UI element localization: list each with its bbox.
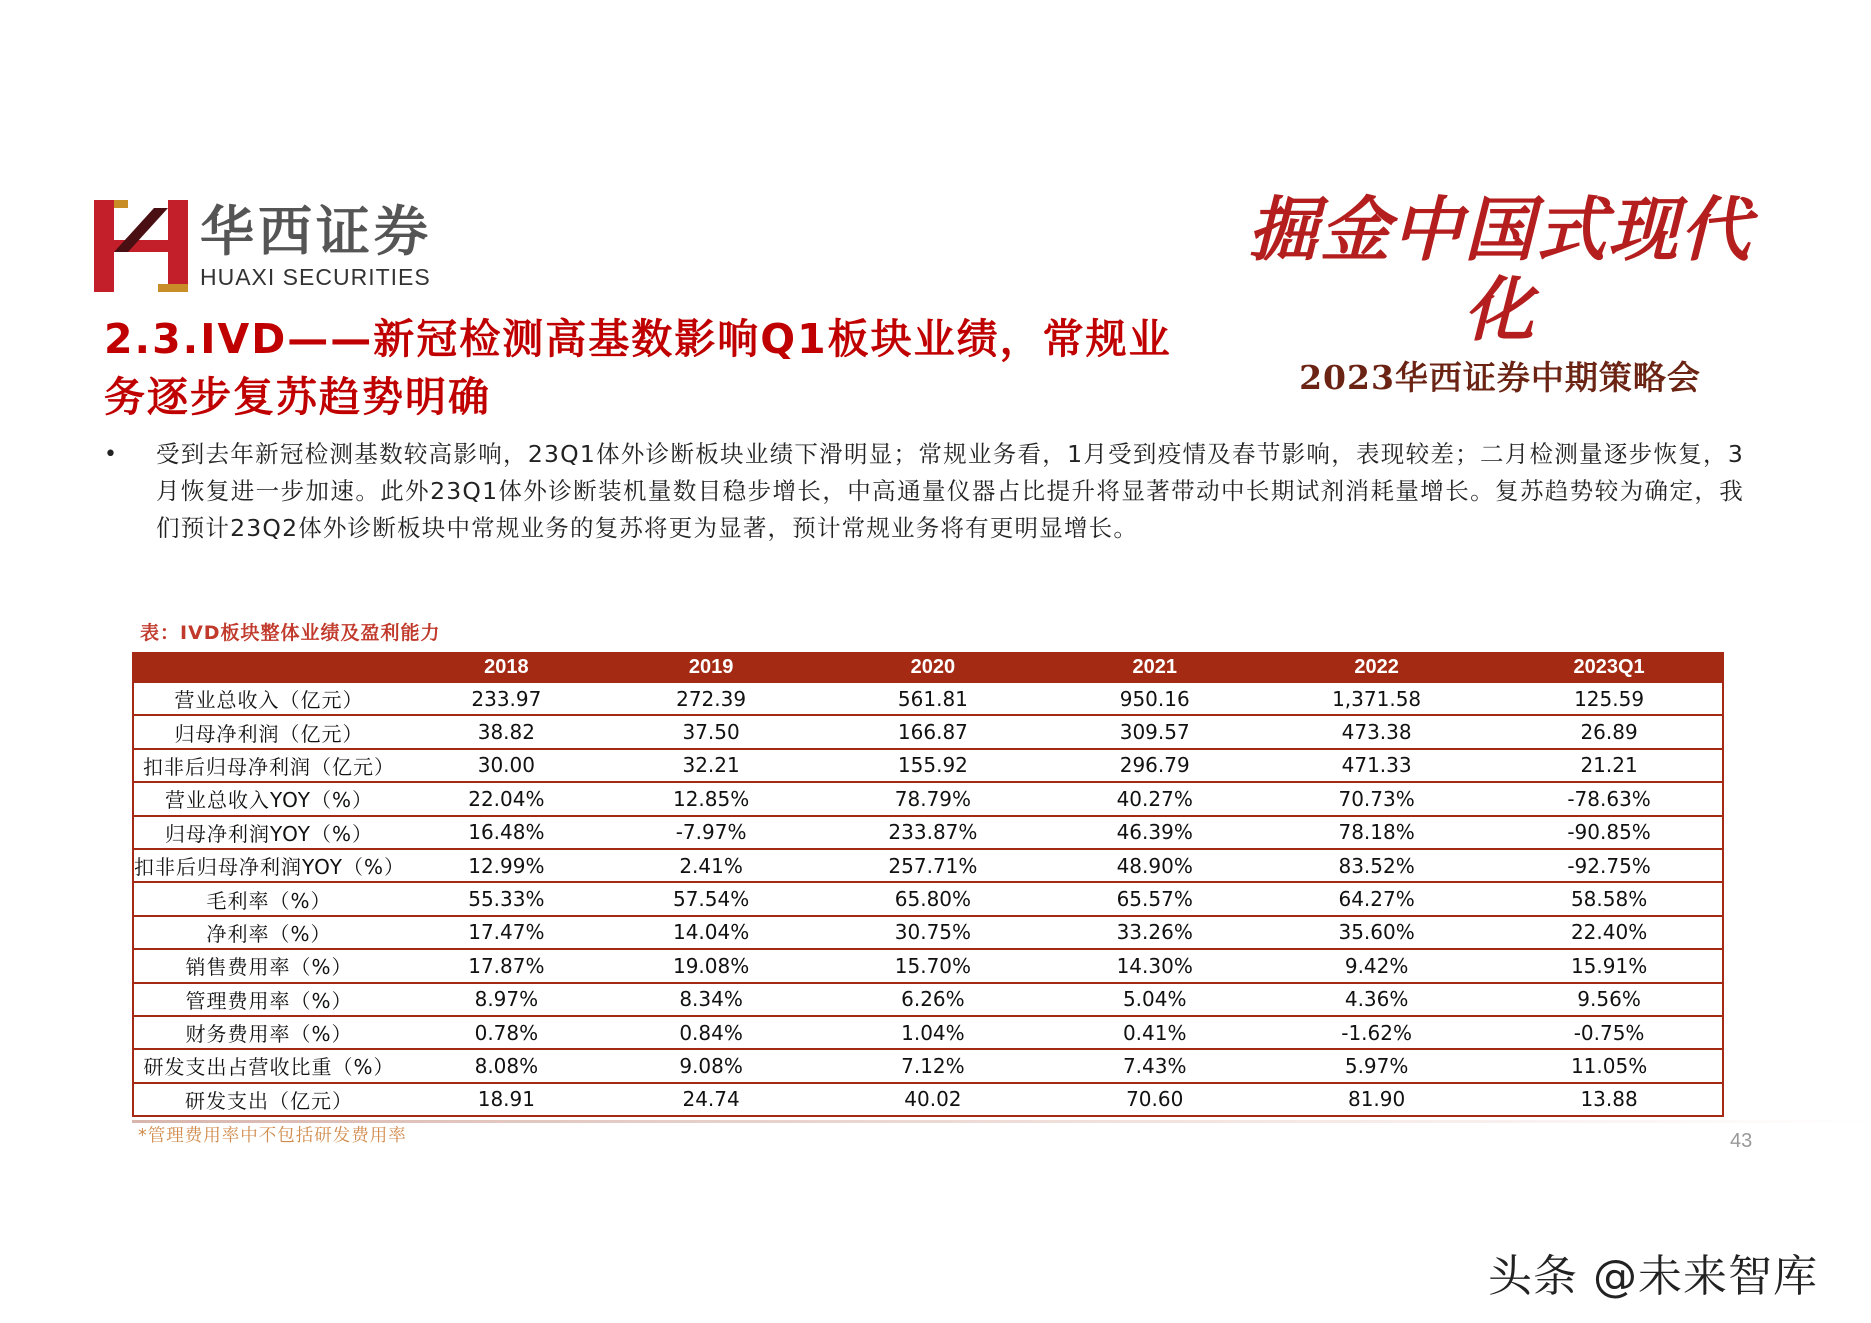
bullet-paragraph: [104, 436, 1744, 547]
value-cell: 19.08%: [609, 949, 814, 982]
value-cell: 14.04%: [609, 916, 814, 949]
value-cell: 24.74: [609, 1083, 814, 1116]
table-body: [133, 683, 1723, 1116]
value-cell: 70.60: [1052, 1083, 1257, 1116]
value-cell: 296.79: [1052, 749, 1257, 782]
value-cell: 155.92: [813, 749, 1052, 782]
value-cell: 9.56%: [1496, 983, 1723, 1016]
value-cell: 48.90%: [1052, 849, 1257, 882]
row-label-cell: 研发支出（亿元）: [133, 1083, 404, 1116]
value-cell: 26.89: [1496, 715, 1723, 748]
value-cell: 64.27%: [1257, 882, 1496, 915]
value-cell: 6.26%: [813, 983, 1052, 1016]
header-cell: 2023Q1: [1496, 652, 1723, 683]
bullet-text: 受到去年新冠检测基数较高影响，23Q1体外诊断板块业绩下滑明显；常规业务看，1月受到疫情及春节影响，表现较差；二月检测量逐步恢复，3月恢复进一步加速。此外23Q1体外诊断装机量数目稳步增长，中高通量仪器占比提升将显著带动中长期试剂消耗量增长。复苏趋势较为确定，我们预计23Q2体外诊断板块中常规业务的复苏将更为显著，预计常规业务将有更明显增长。: [156, 440, 1744, 542]
table-row: [133, 849, 1723, 882]
value-cell: 78.79%: [813, 782, 1052, 815]
value-cell: 12.99%: [404, 849, 609, 882]
row-label-cell: 扣非后归母净利润YOY（%）: [133, 849, 404, 882]
value-cell: 7.43%: [1052, 1049, 1257, 1082]
value-cell: 16.48%: [404, 816, 609, 849]
value-cell: 22.40%: [1496, 916, 1723, 949]
table-row: [133, 1016, 1723, 1049]
company-logo: [94, 200, 432, 292]
value-cell: -92.75%: [1496, 849, 1723, 882]
value-cell: 8.34%: [609, 983, 814, 1016]
value-cell: 30.00: [404, 749, 609, 782]
value-cell: 1,371.58: [1257, 683, 1496, 715]
row-label-cell: 扣非后归母净利润（亿元）: [133, 749, 404, 782]
logo-name-en: HUAXI SECURITIES: [200, 263, 431, 290]
value-cell: 125.59: [1496, 683, 1723, 715]
value-cell: 30.75%: [813, 916, 1052, 949]
value-cell: -7.97%: [609, 816, 814, 849]
row-label-cell: 归母净利润YOY（%）: [133, 816, 404, 849]
value-cell: 0.41%: [1052, 1016, 1257, 1049]
table-row: [133, 916, 1723, 949]
value-cell: 5.04%: [1052, 983, 1257, 1016]
value-cell: 13.88: [1496, 1083, 1723, 1116]
value-cell: 58.58%: [1496, 882, 1723, 915]
page-title: 2.3.IVD——新冠检测高基数影响Q1板块业绩，常规业务逐步复苏趋势明确: [104, 315, 1172, 421]
value-cell: 473.38: [1257, 715, 1496, 748]
value-cell: 70.73%: [1257, 782, 1496, 815]
value-cell: 950.16: [1052, 683, 1257, 715]
table-row: [133, 949, 1723, 982]
performance-table: [132, 652, 1724, 1117]
page-number: 43: [1730, 1130, 1753, 1152]
value-cell: 17.47%: [404, 916, 609, 949]
value-cell: 9.08%: [609, 1049, 814, 1082]
value-cell: 14.30%: [1052, 949, 1257, 982]
value-cell: 4.36%: [1257, 983, 1496, 1016]
value-cell: 83.52%: [1257, 849, 1496, 882]
value-cell: 15.70%: [813, 949, 1052, 982]
value-cell: 309.57: [1052, 715, 1257, 748]
value-cell: 233.97: [404, 683, 609, 715]
value-cell: 8.97%: [404, 983, 609, 1016]
value-cell: 1.04%: [813, 1016, 1052, 1049]
value-cell: 0.78%: [404, 1016, 609, 1049]
value-cell: 46.39%: [1052, 816, 1257, 849]
huaxi-logo-icon: [94, 200, 188, 292]
value-cell: 5.97%: [1257, 1049, 1496, 1082]
value-cell: -0.75%: [1496, 1016, 1723, 1049]
value-cell: -1.62%: [1257, 1016, 1496, 1049]
logo-name-cn: 华西证券: [200, 199, 432, 263]
row-label-cell: 净利率（%）: [133, 916, 404, 949]
row-label-cell: 归母净利润（亿元）: [133, 715, 404, 748]
value-cell: 65.57%: [1052, 882, 1257, 915]
table-row: [133, 749, 1723, 782]
table-row: [133, 1049, 1723, 1082]
value-cell: 40.02: [813, 1083, 1052, 1116]
table-row: [133, 983, 1723, 1016]
value-cell: 11.05%: [1496, 1049, 1723, 1082]
row-label-cell: 销售费用率（%）: [133, 949, 404, 982]
table-header-row: [133, 652, 1723, 683]
header-cell: 2018: [404, 652, 609, 683]
value-cell: 471.33: [1257, 749, 1496, 782]
value-cell: 22.04%: [404, 782, 609, 815]
header-cell: 2022: [1257, 652, 1496, 683]
slogan-main: 掘金中国式现代化: [1248, 188, 1752, 351]
value-cell: 9.42%: [1257, 949, 1496, 982]
value-cell: 81.90: [1257, 1083, 1496, 1116]
row-label-cell: 研发支出占营收比重（%）: [133, 1049, 404, 1082]
value-cell: 233.87%: [813, 816, 1052, 849]
watermark: 头条 @未来智库: [1488, 1251, 1818, 1302]
conference-slogan: [1230, 190, 1770, 399]
value-cell: -78.63%: [1496, 782, 1723, 815]
value-cell: 17.87%: [404, 949, 609, 982]
table-row: [133, 1083, 1723, 1116]
table-row: [133, 882, 1723, 915]
value-cell: 35.60%: [1257, 916, 1496, 949]
value-cell: 21.21: [1496, 749, 1723, 782]
value-cell: 166.87: [813, 715, 1052, 748]
value-cell: 18.91: [404, 1083, 609, 1116]
value-cell: 78.18%: [1257, 816, 1496, 849]
table-row: [133, 715, 1723, 748]
row-label-cell: 财务费用率（%）: [133, 1016, 404, 1049]
table-caption: 表：IVD板块整体业绩及盈利能力: [140, 622, 441, 644]
table-row: [133, 816, 1723, 849]
value-cell: 65.80%: [813, 882, 1052, 915]
header-cell: 2020: [813, 652, 1052, 683]
value-cell: 57.54%: [609, 882, 814, 915]
value-cell: 2.41%: [609, 849, 814, 882]
header-cell: 2019: [609, 652, 814, 683]
value-cell: 272.39: [609, 683, 814, 715]
value-cell: -90.85%: [1496, 816, 1723, 849]
row-label-cell: 营业总收入YOY（%）: [133, 782, 404, 815]
footnote: *管理费用率中不包括研发费用率: [138, 1126, 407, 1146]
table-row: [133, 683, 1723, 715]
value-cell: 12.85%: [609, 782, 814, 815]
value-cell: 8.08%: [404, 1049, 609, 1082]
value-cell: 257.71%: [813, 849, 1052, 882]
value-cell: 7.12%: [813, 1049, 1052, 1082]
value-cell: 40.27%: [1052, 782, 1257, 815]
header-cell: [133, 652, 404, 683]
header-cell: 2021: [1052, 652, 1257, 683]
table-row: [133, 782, 1723, 815]
value-cell: 32.21: [609, 749, 814, 782]
bullet-marker: •: [104, 442, 117, 467]
row-label-cell: 管理费用率（%）: [133, 983, 404, 1016]
value-cell: 0.84%: [609, 1016, 814, 1049]
value-cell: 38.82: [404, 715, 609, 748]
row-label-cell: 毛利率（%）: [133, 882, 404, 915]
slogan-sub: 2023华西证券中期策略会: [1299, 358, 1701, 397]
value-cell: 15.91%: [1496, 949, 1723, 982]
value-cell: 561.81: [813, 683, 1052, 715]
value-cell: 55.33%: [404, 882, 609, 915]
row-label-cell: 营业总收入（亿元）: [133, 683, 404, 715]
value-cell: 33.26%: [1052, 916, 1257, 949]
value-cell: 37.50: [609, 715, 814, 748]
